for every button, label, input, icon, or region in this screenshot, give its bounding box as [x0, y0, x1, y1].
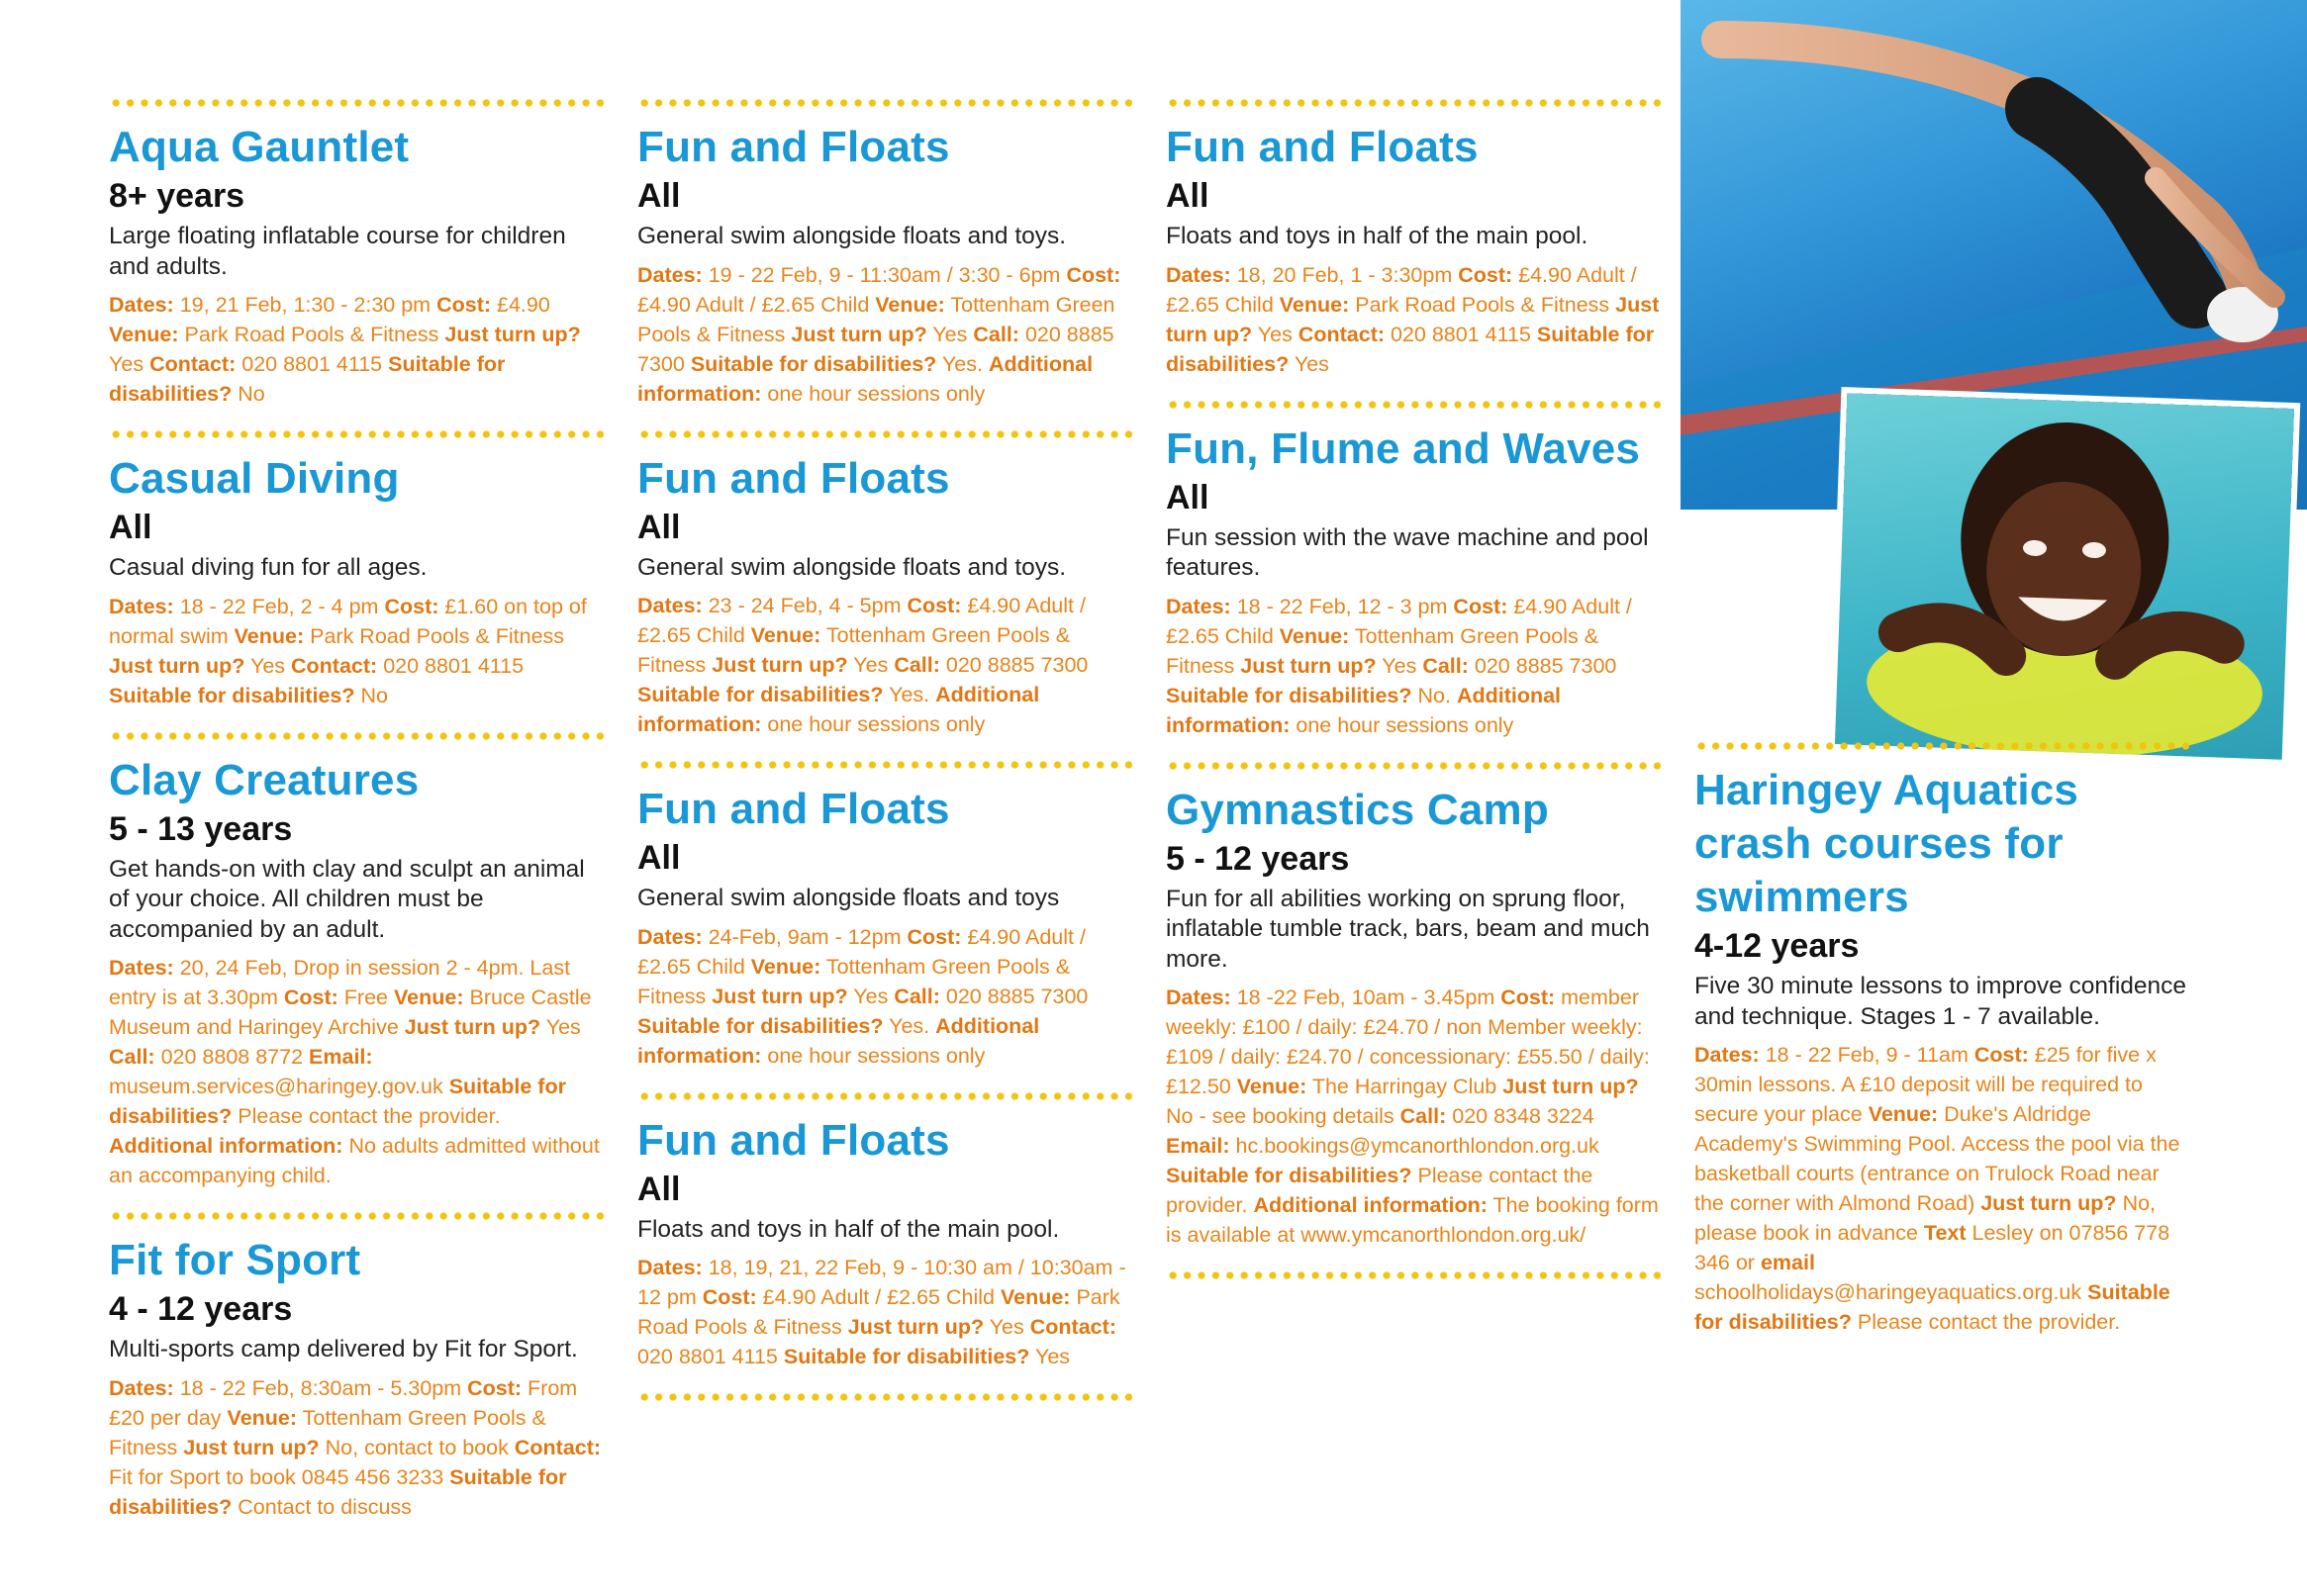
detail-value-additional-information: one hour sessions only: [767, 712, 986, 736]
activity-description: Fun for all abilities working on sprung floor, inflatable tumble track, bars, beam and much more.: [1166, 885, 1650, 973]
activity-description: Floats and toys in half of the main pool.: [1166, 223, 1588, 249]
activity-description: General swim alongside floats and toys: [637, 885, 1060, 911]
activity-description: Large floating inflatable course for children and adults.: [109, 223, 566, 280]
detail-label-venue: Venue:: [234, 623, 305, 648]
dotted-separator: [1166, 1271, 1661, 1279]
column-3: [1166, 99, 1661, 1293]
detail-label-cost: Cost:: [384, 594, 439, 618]
detail-value-call: 020 8885 7300: [945, 653, 1089, 677]
dotted-separator: [637, 99, 1132, 107]
detail-value-suitable-for-disabilities: No: [360, 683, 388, 707]
detail-value-cost: £4.90 Adult / £2.65 Child: [1166, 594, 1632, 648]
activity-details: [109, 290, 604, 409]
detail-label-dates: Dates:: [1694, 1043, 1760, 1067]
activity-details: [637, 260, 1132, 409]
detail-label-contact: Contact:: [149, 352, 237, 376]
detail-value-dates: 19, 21 Feb, 1:30 - 2:30 pm: [179, 293, 432, 317]
detail-label-call: Call:: [109, 1045, 155, 1069]
detail-label-dates: Dates:: [109, 956, 174, 980]
detail-value-suitable-for-disabilities: Yes: [1294, 351, 1329, 376]
activity-details: [1166, 260, 1661, 379]
detail-value-venue: Park Road Pools & Fitness: [184, 323, 439, 346]
detail-value-suitable-for-disabilities: Yes.: [889, 1013, 930, 1038]
detail-label-suitable-for-disabilities: Suitable for disabilities?: [1166, 683, 1412, 707]
activity-age-range: 5 - 12 years: [1166, 839, 1350, 878]
detail-value-venue: Tottenham Green Pools & Fitness: [637, 954, 1071, 1008]
activity-entry-casual-diving: [109, 452, 604, 710]
dotted-separator: [1166, 401, 1661, 409]
detail-value-venue: Park Road Pools & Fitness: [310, 623, 565, 648]
detail-label-cost: Cost:: [907, 594, 962, 617]
detail-value-suitable-for-disabilities: Yes.: [889, 683, 930, 706]
detail-label-just-turn-up: Just turn up?: [847, 1315, 985, 1339]
dotted-separator: [1166, 762, 1661, 770]
detail-value-suitable-for-disabilities: Please contact the provider.: [238, 1104, 501, 1128]
activity-details: [637, 922, 1132, 1071]
detail-label-cost: Cost:: [436, 293, 492, 317]
detail-value-suitable-for-disabilities: Yes: [1034, 1345, 1071, 1368]
detail-value-cost: £25 for five x 30min lessons. A £10 deposit will be required to secure your place: [1694, 1043, 2157, 1126]
dotted-separator: [637, 761, 1132, 769]
activity-title: Fun and Floats: [637, 1115, 950, 1165]
activity-entry-fun-and-floats: [637, 121, 1132, 409]
activity-title: Fun and Floats: [637, 785, 950, 833]
detail-value-just-turn-up: Yes: [109, 352, 144, 376]
detail-value-cost: From £20 per day: [109, 1375, 578, 1430]
detail-value-dates: 18, 20 Feb, 1 - 3:30pm: [1236, 262, 1453, 287]
detail-label-suitable-for-disabilities: Suitable for disabilities?: [1166, 322, 1655, 376]
detail-label-dates: Dates:: [637, 594, 703, 617]
activity-entry-fun-and-floats: [637, 783, 1132, 1071]
activity-age-range: All: [1166, 177, 1209, 215]
detail-value-dates: 24-Feb, 9am - 12pm: [708, 924, 902, 949]
detail-value-just-turn-up: Yes: [1382, 653, 1417, 678]
detail-label-just-turn-up: Just turn up?: [1240, 653, 1377, 678]
detail-label-cost: Cost:: [702, 1285, 757, 1309]
detail-value-cost: Free: [343, 986, 389, 1009]
detail-label-venue: Venue:: [1279, 292, 1350, 317]
detail-value-venue: Tottenham Green Pools & Fitness: [637, 292, 1115, 346]
detail-value-dates: 18 - 22 Feb, 8:30am - 5.30pm: [179, 1375, 462, 1400]
activity-details: [1694, 1040, 2189, 1337]
detail-label-cost: Cost:: [1458, 262, 1513, 287]
activity-entry-fun-flume-and-waves: [1166, 422, 1661, 740]
detail-value-dates: 23 - 24 Feb, 4 - 5pm: [708, 594, 902, 617]
detail-value-suitable-for-disabilities: Contact to discuss: [238, 1494, 412, 1519]
activity-details: [109, 592, 604, 710]
detail-value-dates: 18 -22 Feb, 10am - 3.45pm: [1236, 986, 1495, 1009]
detail-label-venue: Venue:: [875, 292, 945, 317]
child-illustration: [1835, 393, 2294, 760]
detail-label-venue: Venue:: [1868, 1102, 1939, 1126]
detail-value-venue: The Harringay Club: [1311, 1075, 1497, 1098]
dotted-separator: [637, 1393, 1132, 1401]
detail-value-suitable-for-disabilities: Please contact the provider.: [1857, 1310, 2121, 1334]
detail-label-contact: Contact:: [514, 1435, 602, 1459]
detail-label-just-turn-up: Just turn up?: [712, 984, 848, 1008]
detail-value-additional-information: No adults admitted without an accompanying child.: [109, 1134, 600, 1187]
detail-label-just-turn-up: Just turn up?: [1166, 292, 1660, 346]
activity-age-range: All: [1166, 478, 1209, 516]
detail-label-venue: Venue:: [109, 323, 179, 346]
activity-entry-haringey-aquatics-crash-courses-for-swimmers: [1694, 764, 2189, 1337]
child-swimming-photo: [1835, 393, 2294, 760]
detail-label-call: Call:: [1422, 653, 1469, 678]
activity-details: [637, 591, 1132, 739]
detail-value-text: Lesley on 07856 778 346 or: [1694, 1221, 2170, 1274]
detail-label-call: Call:: [894, 984, 940, 1008]
detail-label-contact: Contact:: [1298, 322, 1386, 346]
activity-description: Fun session with the wave machine and pool features.: [1166, 523, 1649, 581]
detail-label-venue: Venue:: [1000, 1285, 1071, 1309]
activity-age-range: All: [637, 839, 681, 877]
detail-value-dates: 18 - 22 Feb, 12 - 3 pm: [1236, 594, 1448, 618]
detail-value-additional-information: one hour sessions only: [767, 381, 986, 406]
detail-value-call: 020 8808 8772: [160, 1045, 304, 1069]
activity-age-range: 5 - 13 years: [109, 809, 293, 848]
detail-value-venue: Tottenham Green Pools & Fitness: [109, 1405, 546, 1459]
detail-value-just-turn-up: Yes: [853, 653, 889, 677]
detail-value-additional-information: The booking form is available at www.ymcanorthlondon.org.uk/: [1166, 1193, 1659, 1247]
activity-description: Multi-sports camp delivered by Fit for Sport.: [109, 1336, 578, 1362]
detail-value-cost: £4.90 Adult / £2.65 Child: [637, 594, 1086, 647]
detail-label-additional-information: Additional information:: [637, 1013, 1040, 1068]
detail-value-contact: 020 8801 4115: [241, 352, 383, 376]
detail-value-contact: 020 8801 4115: [1391, 322, 1531, 346]
detail-label-dates: Dates:: [637, 262, 703, 287]
detail-value-dates: 18 - 22 Feb, 2 - 4 pm: [179, 594, 379, 618]
activity-age-range: All: [109, 509, 152, 546]
detail-label-just-turn-up: Just turn up?: [791, 322, 927, 346]
detail-value-dates: 18 - 22 Feb, 9 - 11am: [1765, 1043, 1969, 1067]
detail-label-suitable-for-disabilities: Suitable for disabilities?: [109, 1464, 567, 1519]
dotted-separator: [109, 732, 604, 740]
detail-label-venue: Venue:: [1279, 623, 1350, 648]
detail-label-contact: Contact:: [291, 653, 378, 678]
detail-label-additional-information: Additional information:: [109, 1134, 343, 1158]
detail-value-cost: £4.90 Adult / £2.65 Child: [637, 924, 1086, 979]
activity-details: [637, 1253, 1132, 1371]
detail-value-just-turn-up: No - see booking details: [1166, 1104, 1394, 1128]
detail-value-just-turn-up: Yes: [932, 322, 968, 346]
detail-label-dates: Dates:: [109, 1375, 174, 1400]
detail-label-just-turn-up: Just turn up?: [183, 1435, 320, 1459]
detail-label-additional-information: Additional information:: [637, 351, 1094, 406]
detail-label-additional-information: Additional information:: [1166, 683, 1562, 737]
detail-label-dates: Dates:: [1166, 594, 1231, 618]
detail-label-dates: Dates:: [1166, 262, 1231, 287]
detail-label-just-turn-up: Just turn up?: [404, 1015, 541, 1039]
activity-entry-clay-creatures: [109, 754, 604, 1191]
detail-value-contact: Fit for Sport to book 0845 456 3233: [109, 1464, 444, 1489]
detail-value-suitable-for-disabilities: Please contact the provider.: [1166, 1164, 1593, 1217]
detail-value-cost: £4.90: [497, 293, 550, 317]
detail-value-just-turn-up: Yes: [545, 1015, 581, 1039]
detail-label-dates: Dates:: [637, 924, 703, 949]
detail-value-venue: Park Road Pools & Fitness: [1355, 292, 1610, 317]
column-2: [637, 99, 1132, 1415]
detail-label-suitable-for-disabilities: Suitable for disabilities?: [109, 1075, 566, 1128]
detail-value-just-turn-up: Yes: [989, 1315, 1024, 1339]
activity-entry-gymnastics-camp: [1166, 784, 1661, 1251]
detail-label-just-turn-up: Just turn up?: [1502, 1075, 1639, 1098]
activity-title: Aqua Gauntlet: [109, 123, 410, 171]
detail-value-cost: £4.90 Adult / £2.65 Child: [637, 292, 870, 317]
detail-value-call: 020 8348 3224: [1452, 1104, 1594, 1128]
detail-value-dates: 20, 24 Feb, Drop in session 2 - 4pm. Last entry is at 3.30pm: [109, 956, 571, 1009]
detail-label-text: Text: [1923, 1221, 1967, 1245]
activity-age-range: 4 - 12 years: [109, 1290, 293, 1328]
detail-label-suitable-for-disabilities: Suitable for disabilities?: [637, 683, 884, 706]
detail-label-venue: Venue:: [750, 954, 821, 979]
detail-value-cost: £4.90 Adult / £2.65 Child: [1166, 262, 1637, 317]
detail-label-dates: Dates:: [1166, 986, 1231, 1009]
detail-value-suitable-for-disabilities: No.: [1417, 683, 1451, 707]
detail-label-suitable-for-disabilities: Suitable for disabilities?: [783, 1345, 1030, 1368]
detail-label-venue: Venue:: [1236, 1075, 1307, 1098]
detail-label-additional-information: Additional information:: [637, 683, 1040, 736]
detail-value-additional-information: one hour sessions only: [1296, 712, 1514, 737]
detail-value-venue: Tottenham Green Pools & Fitness: [637, 623, 1071, 677]
detail-value-venue: Tottenham Green Pools & Fitness: [1166, 623, 1599, 678]
detail-label-just-turn-up: Just turn up?: [444, 323, 581, 346]
detail-label-venue: Venue:: [394, 986, 464, 1009]
detail-label-cost: Cost:: [1973, 1043, 2029, 1067]
detail-value-email[interactable]: museum.services@haringey.gov.uk: [109, 1075, 443, 1098]
detail-value-email[interactable]: hc.bookings@ymcanorthlondon.org.uk: [1235, 1134, 1599, 1158]
activity-title: Fun, Flume and Waves: [1166, 423, 1641, 473]
detail-value-suitable-for-disabilities: Yes.: [941, 351, 983, 376]
activity-details: [109, 1373, 604, 1522]
detail-label-email: email: [1760, 1251, 1815, 1274]
activity-title: Clay Creatures: [109, 755, 420, 804]
detail-value-suitable-for-disabilities: No: [238, 382, 265, 406]
activity-age-range: All: [637, 1170, 681, 1208]
activity-age-range: All: [637, 177, 681, 215]
activity-title: Fun and Floats: [637, 123, 950, 171]
detail-value-contact: 020 8801 4115: [383, 653, 525, 678]
activity-age-range: All: [637, 508, 681, 546]
activity-entry-fit-for-sport: [109, 1234, 604, 1522]
detail-label-dates: Dates:: [637, 1256, 703, 1279]
detail-value-call: 020 8885 7300: [945, 984, 1089, 1008]
detail-label-cost: Cost:: [907, 924, 962, 949]
activity-entry-fun-and-floats: [1166, 121, 1661, 379]
detail-label-email: Email:: [309, 1045, 373, 1069]
activity-description: Get hands-on with clay and sculpt an animal of your choice. All children must be accompanied by an adult.: [109, 855, 585, 943]
activity-title: Fit for Sport: [109, 1236, 361, 1284]
detail-label-call: Call:: [1399, 1104, 1447, 1128]
detail-label-suitable-for-disabilities: Suitable for disabilities?: [637, 1013, 884, 1038]
detail-value-venue: Park Road Pools & Fitness: [637, 1285, 1120, 1339]
detail-value-just-turn-up: Yes: [853, 984, 889, 1008]
detail-label-dates: Dates:: [109, 293, 174, 317]
detail-label-cost: Cost:: [1500, 986, 1556, 1009]
detail-label-cost: Cost:: [1066, 262, 1121, 287]
detail-label-cost: Cost:: [1453, 594, 1508, 618]
detail-label-email: Email:: [1166, 1134, 1230, 1158]
column-1: [109, 99, 604, 1544]
detail-value-just-turn-up: Yes: [249, 653, 286, 678]
detail-value-cost: £4.90 Adult / £2.65 Child: [762, 1285, 995, 1309]
detail-value-cost: £1.60 on top of normal swim: [109, 594, 587, 648]
detail-label-dates: Dates:: [109, 594, 174, 618]
activity-entry-aqua-gauntlet: [109, 121, 604, 409]
activity-age-range: 8+ years: [109, 177, 245, 215]
detail-value-contact: 020 8801 4115: [637, 1345, 778, 1368]
dotted-separator: [637, 430, 1132, 438]
detail-label-cost: Cost:: [283, 986, 338, 1009]
detail-label-suitable-for-disabilities: Suitable for disabilities?: [109, 352, 506, 406]
activity-title: Haringey Aquatics crash courses for swimmers: [1694, 766, 2079, 921]
detail-label-just-turn-up: Just turn up?: [109, 653, 245, 678]
activity-title: Gymnastics Camp: [1166, 785, 1549, 834]
detail-label-call: Call:: [973, 322, 1019, 346]
activity-title: Fun and Floats: [637, 453, 950, 503]
activity-entry-fun-and-floats: [637, 452, 1132, 740]
dotted-separator: [637, 1092, 1132, 1100]
detail-label-suitable-for-disabilities: Suitable for disabilities?: [1694, 1280, 2170, 1334]
dotted-separator: [109, 1212, 604, 1220]
detail-value-dates: 19 - 22 Feb, 9 - 11:30am / 3:30 - 6pm: [708, 262, 1061, 287]
detail-label-venue: Venue:: [227, 1405, 298, 1430]
dotted-separator: [109, 430, 604, 438]
activity-details: [109, 953, 604, 1190]
dotted-separator: [1694, 742, 2189, 750]
detail-label-venue: Venue:: [750, 623, 821, 647]
detail-value-just-turn-up: No, contact to book: [325, 1435, 509, 1459]
detail-label-cost: Cost:: [467, 1375, 523, 1400]
activity-description: General swim alongside floats and toys.: [637, 223, 1067, 249]
detail-value-call: 020 8885 7300: [637, 322, 1114, 376]
activity-details: [1166, 592, 1661, 740]
detail-value-call: 020 8885 7300: [1474, 653, 1617, 678]
detail-value-just-turn-up: No, please book in advance: [1694, 1191, 2157, 1245]
detail-value-additional-information: one hour sessions only: [767, 1043, 986, 1068]
detail-label-contact: Contact:: [1029, 1315, 1116, 1339]
activity-age-range: 4-12 years: [1694, 927, 1860, 965]
activity-title: Casual Diving: [109, 454, 400, 503]
activity-details: [1166, 983, 1661, 1250]
detail-label-call: Call:: [894, 653, 940, 677]
detail-value-venue: Duke's Aldridge Academy's Swimming Pool. Access the pool via the basketball courts (entrance on Trulock Road near the corner with Almond Road): [1694, 1102, 2180, 1215]
detail-value-venue: Bruce Castle Museum and Haringey Archive: [109, 986, 592, 1039]
activity-title: Fun and Floats: [1166, 123, 1479, 171]
detail-label-suitable-for-disabilities: Suitable for disabilities?: [1166, 1164, 1412, 1187]
detail-label-suitable-for-disabilities: Suitable for disabilities?: [109, 683, 355, 707]
detail-label-just-turn-up: Just turn up?: [712, 653, 848, 677]
dotted-separator: [109, 99, 604, 107]
detail-label-suitable-for-disabilities: Suitable for disabilities?: [690, 351, 937, 376]
detail-label-additional-information: Additional information:: [1253, 1193, 1488, 1217]
activity-description: Five 30 minute lessons to improve confidence and technique. Stages 1 - 7 available.: [1694, 973, 2187, 1030]
activity-description: Floats and toys in half of the main pool.: [637, 1215, 1060, 1243]
detail-value-email[interactable]: schoolholidays@haringeyaquatics.org.uk: [1694, 1280, 2082, 1304]
activity-description: General swim alongside floats and toys.: [637, 553, 1067, 581]
dotted-separator: [1166, 99, 1661, 107]
detail-value-just-turn-up: Yes: [1257, 322, 1293, 346]
detail-value-cost: member weekly: £100 / daily: £24.70 / non Member weekly: £109 / daily: £24.70 / concessionary: £55.50 / daily: £12.50: [1166, 986, 1650, 1098]
detail-value-dates: 18, 19, 21, 22 Feb, 9 - 10:30 am / 10:30am - 12 pm: [637, 1256, 1126, 1309]
activity-entry-fun-and-floats: [637, 1114, 1132, 1372]
detail-label-just-turn-up: Just turn up?: [1980, 1191, 2117, 1215]
activity-description: Casual diving fun for all ages.: [109, 554, 428, 581]
column-4: [1694, 742, 2189, 1359]
